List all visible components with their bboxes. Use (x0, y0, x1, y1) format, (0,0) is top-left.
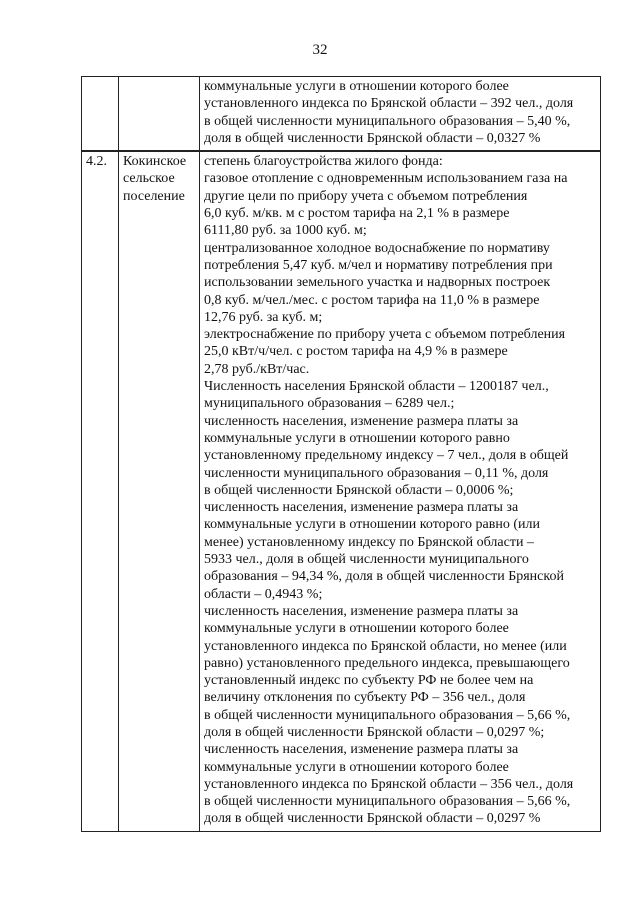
description-line: другие цели по прибору учета с объемом потребления (204, 188, 528, 204)
description-line: 12,76 руб. за куб. м; (204, 309, 323, 325)
settlement-name-cell (119, 151, 200, 831)
settlement-name-line: Кокинское (123, 154, 187, 170)
content-table (81, 76, 601, 832)
description-line: установленный индекс по субъекту РФ не более чем на (204, 673, 534, 689)
description-line: централизованное холодное водоснабжение по нормативу (204, 240, 550, 256)
description-line: 25,0 кВт/ч/чел. с ростом тарифа на 4,9 % в размере (204, 344, 508, 360)
description-line: области – 0,4943 %; (204, 586, 323, 602)
description-cell (200, 77, 601, 152)
description-line: установленного индекса по Брянской области – 392 чел., доля (204, 96, 574, 112)
description-line: муниципального образования – 6289 чел.; (204, 396, 455, 412)
description-line: численность населения, изменение размера платы за (204, 742, 519, 758)
row-number-cell (82, 77, 119, 152)
description-line: коммунальные услуги в отношении которого более (204, 621, 509, 637)
description-line: величину отклонения по субъекту РФ – 356 чел., доля (204, 690, 526, 706)
row-number: 4.2. (86, 154, 107, 170)
description-line: в общей численности Брянской области – 0,0006 %; (204, 482, 514, 498)
page-number: 32 (312, 42, 328, 58)
description-line: образования – 94,34 %, доля в общей численности Брянской (204, 569, 564, 585)
description-line: доля в общей численности Брянской области – 0,0327 % (204, 130, 541, 146)
description-line: коммунальные услуги в отношении которого более (204, 759, 509, 775)
row-number-cell (82, 151, 119, 831)
description-line: установленного индекса по Брянской области – 356 чел., доля (204, 776, 574, 792)
settlement-name-line: сельское (123, 171, 175, 187)
description-line: коммунальные услуги в отношении которого равно (204, 430, 510, 446)
description-line: 6,0 куб. м/кв. м с ростом тарифа на 2,1 % в размере (204, 206, 510, 222)
description-line: доля в общей численности Брянской области – 0,0297 %; (204, 724, 545, 740)
description-line: газовое отопление с одновременным использованием газа на (204, 171, 568, 187)
description-line: 5933 чел., доля в общей численности муниципального (204, 552, 529, 568)
table-body (82, 77, 601, 832)
description-line: численность населения, изменение размера платы за (204, 603, 519, 619)
description-line: равно) установленного предельного индекса, превышающего (204, 655, 570, 671)
description-line: численность населения, изменение размера платы за (204, 500, 519, 516)
description-line: коммунальные услуги в отношении которого равно (или (204, 517, 540, 533)
table-row (82, 151, 601, 831)
description-line: степень благоустройства жилого фонда: (204, 154, 443, 170)
description-line: 0,8 куб. м/чел./мес. с ростом тарифа на 11,0 % в размере (204, 292, 540, 308)
description-line: коммунальные услуги в отношении которого более (204, 79, 509, 94)
description-line: использовании земельного участка и надворных построек (204, 275, 551, 291)
description-line: в общей численности муниципального образования – 5,40 %, (204, 113, 571, 129)
description-line: Численность населения Брянской области – 1200187 чел., (204, 379, 549, 395)
description-line: численность населения, изменение размера платы за (204, 413, 519, 429)
description-line: 2,78 руб./кВт/час. (204, 361, 310, 377)
description-line: доля в общей численности Брянской области – 0,0297 % (204, 811, 541, 827)
description-cell (200, 151, 601, 831)
description-line: в общей численности муниципального образования – 5,66 %, (204, 707, 571, 723)
description-line: 6111,80 руб. за 1000 куб. м; (204, 223, 367, 239)
settlement-name-cell (119, 77, 200, 152)
description-line: в общей численности муниципального образования – 5,66 %, (204, 794, 571, 810)
description-line: электроснабжение по прибору учета с объемом потребления (204, 327, 566, 343)
description-line: менее) установленному индексу по Брянской области – (204, 534, 534, 550)
settlement-name-line: поселение (123, 188, 185, 204)
description-line: численности муниципального образования – 0,11 %, доля (204, 465, 549, 481)
description-line: потребления 5,47 куб. м/чел и нормативу потребления при (204, 257, 553, 273)
description-line: установленному предельному индексу – 7 чел., доля в общей (204, 448, 569, 464)
description-line: установленного индекса по Брянской области, но менее (или (204, 638, 567, 654)
table-row (82, 77, 601, 152)
